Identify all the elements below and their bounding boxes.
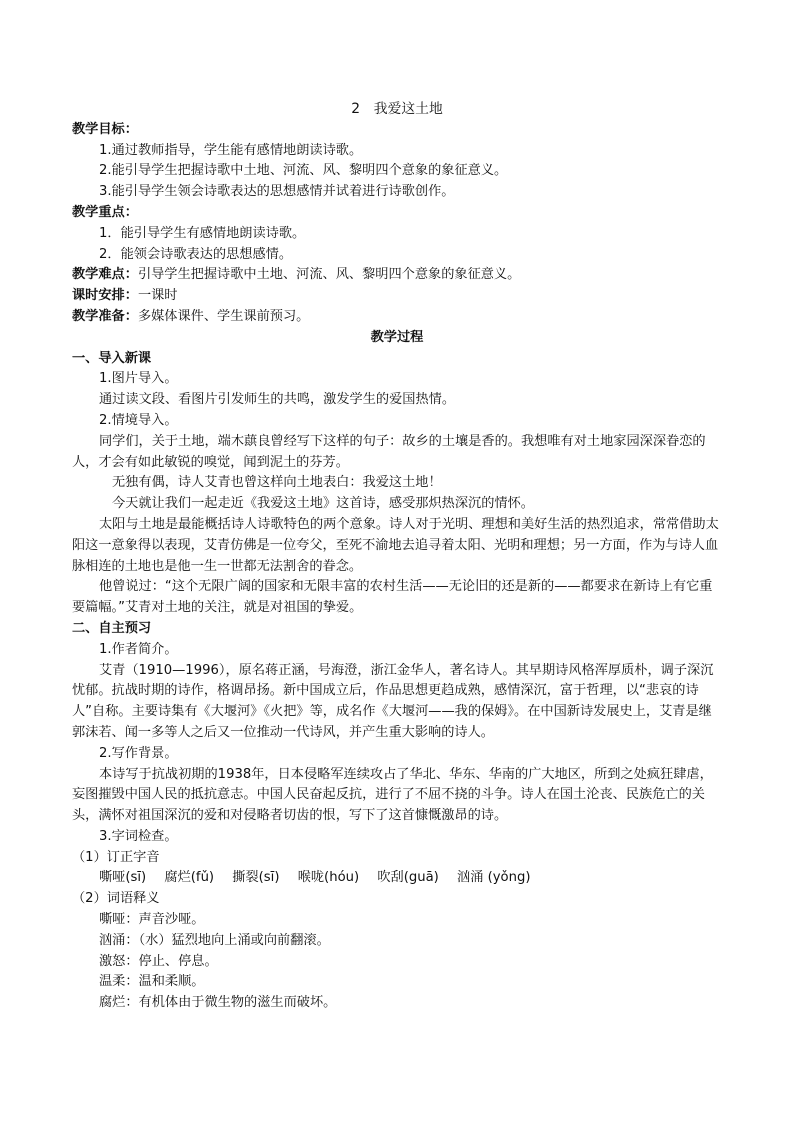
glossary-item: 汹涌：（水）猛烈地向上涌或向前翻滚。 <box>99 932 330 948</box>
objective-item: 2.能引导学生把握诗歌中土地、河流、风、黎明四个意象的象征意义。 <box>99 163 508 179</box>
objective-item: 1.通过教师指导，学生能有感情地朗读诗歌。 <box>99 142 363 158</box>
pinyin-word: 喉咙(hóu) <box>297 870 360 886</box>
section-2-paragraph: 艾青（1910—1996），原名蒋正涵，号海澄，浙江金华人，著名诗人。其早期诗风格浑厚质朴，调子深沉忧郁。抗战时期的诗作，格调昂扬。新中国成立后，作品思想更趋成熟，感情深沉，富于哲理，以“悲哀的诗人”自称。主要诗集有《大堰河》《火把》等，成名作《大堰河——我的保姆》。在中国新诗发展史上，艾青是继郭沫若、闻一多等人之后又一位推动一代诗风，并产生重大影响的诗人。 <box>72 662 714 740</box>
pinyin-word: 腐烂(fǔ) <box>164 870 215 886</box>
glossary-item: 嘶哑：声音沙哑。 <box>99 912 205 928</box>
subsection-pronunciation-title: （1）订正字音 <box>72 849 160 865</box>
prep-text: 多媒体课件、学生课前预习。 <box>137 308 310 324</box>
difficulty-text: 引导学生把握诗歌中土地、河流、风、黎明四个意象的象征意义。 <box>137 267 521 283</box>
pinyin-word-list <box>72 868 722 889</box>
objectives-heading <box>72 120 722 141</box>
section-1-paragraph: 今天就让我们一起走近《我爱这土地》这首诗，感受那炽热深沉的情怀。 <box>112 496 534 512</box>
glossary-item: 腐烂：有机体由于微生物的滋生而破坏。 <box>99 995 337 1011</box>
objective-item: 3.能引导学生领会诗歌表达的思想感情并试着进行诗歌创作。 <box>99 184 455 200</box>
glossary-item: 激怒：停止、停息。 <box>99 953 218 969</box>
difficulty-line <box>72 265 722 286</box>
prep-line <box>72 307 722 328</box>
section-2-item: 1.作者简介。 <box>99 641 178 657</box>
subsection-glossary-title: （2）词语释义 <box>72 891 160 907</box>
section-1-item: 通过读文段、看图片引发师生的共鸣，激发学生的爱国热情。 <box>99 392 456 408</box>
section-2-item: 3.字词检查。 <box>99 828 178 844</box>
document-page <box>72 99 722 1014</box>
prep-label: 教学准备： <box>72 308 138 324</box>
glossary-item: 温柔：温和柔顺。 <box>99 974 205 990</box>
difficulty-label: 教学难点： <box>72 267 138 283</box>
section-1-paragraph: 他曾说过：“这个无限广阔的国家和无限丰富的农村生活——无论旧的还是新的——都要求在新诗上有它重要篇幅。”艾青对土地的关注，就是对祖国的挚爱。 <box>72 579 713 616</box>
key-point-item: 2．能领会诗歌表达的思想感情。 <box>99 246 293 262</box>
key-point-item: 1．能引导学生有感情地朗读诗歌。 <box>99 225 306 241</box>
pinyin-word: 撕裂(sī) <box>232 870 280 886</box>
pinyin-word: 吹刮(guā) <box>377 870 439 886</box>
key-points-heading <box>72 203 722 224</box>
section-1-paragraph: 无独有偶，诗人艾青也曾这样向土地表白：我爱这土地！ <box>112 475 442 491</box>
section-1-paragraph: 同学们，关于土地，端木蕻良曾经写下这样的句子：故乡的土壤是香的。我想唯有对土地家园深深眷恋的人，才会有如此敏锐的嗅觉，闻到泥土的芬芳。 <box>72 433 706 470</box>
pinyin-word: 汹涌 (yǒng) <box>457 870 531 886</box>
section-1-paragraph: 太阳与土地是最能概括诗人诗歌特色的两个意象。诗人对于光明、理想和美好生活的热烈追求，常常借助太阳这一意象得以表现，艾青仿佛是一位夸父，至死不渝地去追寻着太阳、光明和理想；另一方面，作为与诗人血脉相连的土地也是他一生一世都无法割舍的眷念。 <box>72 516 719 574</box>
key-points-label: 教学重点： <box>72 204 138 220</box>
section-1-item: 2.情境导入。 <box>99 412 178 428</box>
schedule-label: 课时安排： <box>72 288 138 304</box>
pinyin-word: 嘶哑(sī) <box>99 870 147 886</box>
section-2-title: 二、自主预习 <box>72 620 152 636</box>
section-1-item: 1.图片导入。 <box>99 371 178 387</box>
section-2-item: 2.写作背景。 <box>99 745 178 761</box>
schedule-text: 一课时 <box>137 288 178 304</box>
objectives-label: 教学目标： <box>72 121 138 137</box>
section-2-paragraph: 本诗写于抗战初期的1938年，日本侵略军连续攻占了华北、华东、华南的广大地区，所到之处疯狂肆虐，妄图摧毁中国人民的抵抗意志。中国人民奋起反抗，进行了不屈不挠的斗争。诗人在国土沦丧、民族危亡的关头，满怀对祖国深沉的爱和对侵略者切齿的恨，写下了这首慷慨激昂的诗。 <box>72 766 713 824</box>
section-1-title: 一、导入新课 <box>72 350 152 366</box>
schedule-line <box>72 286 722 307</box>
lesson-title: 2 我爱这土地 <box>351 101 443 117</box>
process-title: 教学过程 <box>370 329 424 345</box>
